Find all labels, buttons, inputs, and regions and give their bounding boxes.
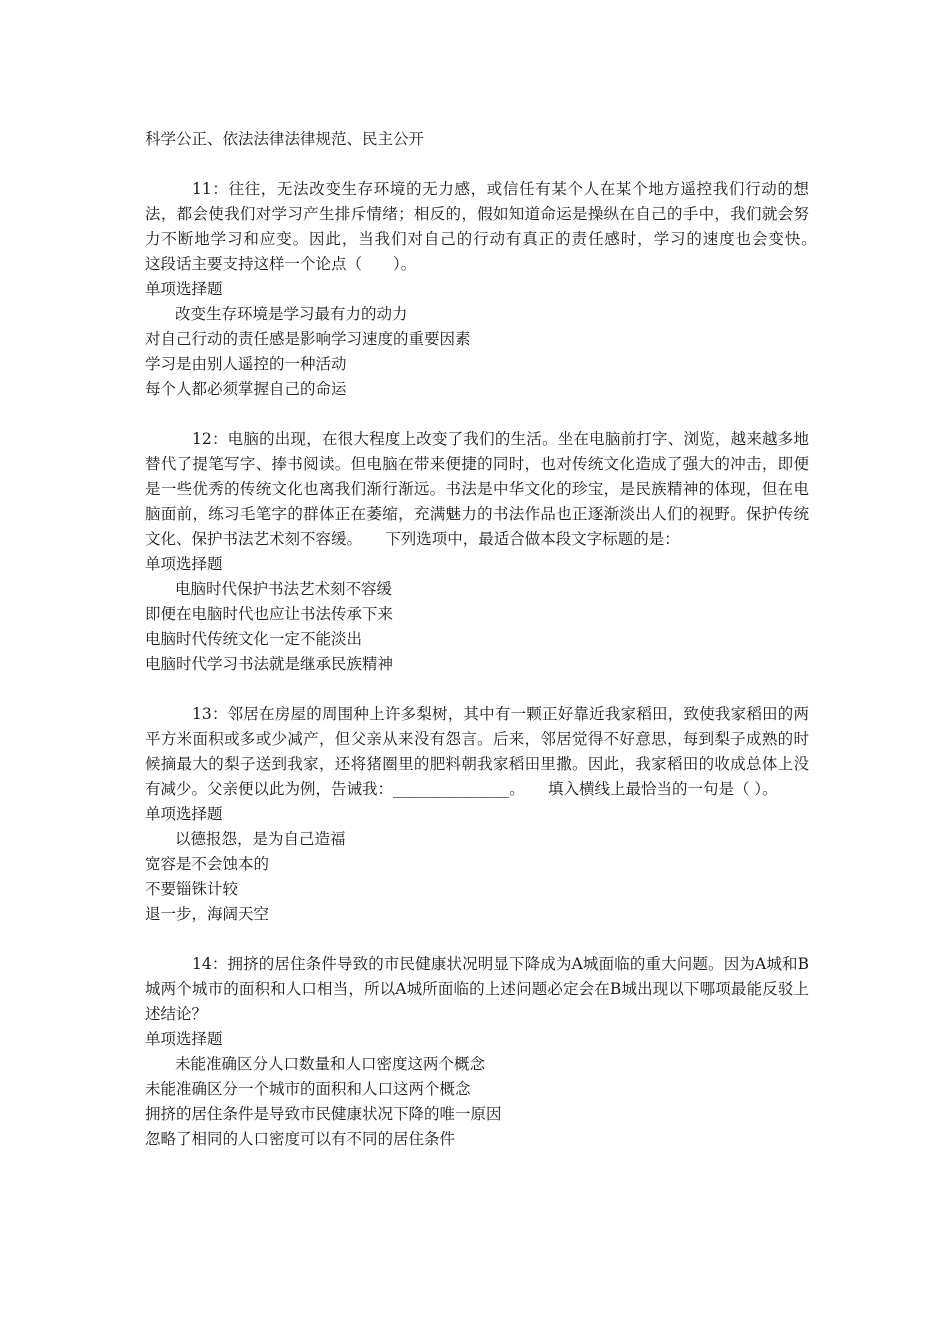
option-d[interactable]: 退一步，海阔天空 (145, 905, 270, 923)
option-c[interactable]: 拥挤的居住条件是导致市民健康状况下降的唯一原因 (145, 1105, 502, 1123)
option-c[interactable]: 电脑时代传统文化一定不能淡出 (145, 630, 363, 648)
option-a[interactable]: 电脑时代保护书法艺术刻不容缓 (175, 580, 393, 598)
question-type: 单项选择题 (145, 280, 223, 298)
document-page (145, 127, 841, 1152)
option-d[interactable]: 每个人都必须掌握自己的命运 (145, 380, 347, 398)
option-d[interactable]: 电脑时代学习书法就是继承民族精神 (145, 655, 394, 673)
option-d[interactable]: 忽略了相同的人口密度可以有不同的居住条件 (145, 1130, 456, 1148)
option-b[interactable]: 对自己行动的责任感是影响学习速度的重要因素 (145, 330, 471, 348)
question-type: 单项选择题 (145, 555, 223, 573)
question-13 (145, 702, 809, 927)
question-12 (145, 427, 809, 677)
option-b[interactable]: 即便在电脑时代也应让书法传承下来 (145, 605, 394, 623)
spacer (145, 402, 809, 427)
header-line: 科学公正、依法法律法律规范、民主公开 (145, 130, 425, 148)
spacer (145, 152, 809, 177)
question-11 (145, 177, 841, 402)
question-14 (145, 952, 809, 1152)
option-c[interactable]: 学习是由别人遥控的一种活动 (145, 355, 347, 373)
option-b[interactable]: 未能准确区分一个城市的面积和人口这两个概念 (145, 1080, 471, 1098)
question-type: 单项选择题 (145, 805, 223, 823)
question-stem: 12：电脑的出现，在很大程度上改变了我们的生活。坐在电脑前打字、浏览，越来越多地替代了提笔写字、捧书阅读。但电脑在带来便捷的同时，也对传统文化造成了强大的冲击，即便是一些优秀的传统文化也离我们渐行渐远。书法是中华文化的珍宝，是民族精神的体现，但在电脑面前，练习毛笔字的群体正在萎缩，充满魅力的书法作品也正逐渐淡出人们的视野。保护传统文化、保护书法艺术刻不容缓。 下列选项中，最适合做本段文字标题的是： (145, 430, 809, 548)
spacer (145, 677, 809, 702)
option-a[interactable]: 未能准确区分人口数量和人口密度这两个概念 (175, 1055, 486, 1073)
option-a[interactable]: 以德报怨，是为自己造福 (175, 830, 346, 848)
question-stem: 13：邻居在房屋的周围种上许多梨树，其中有一颗正好靠近我家稻田，致使我家稻田的两平方米面积或多或少减产，但父亲从来没有怨言。后来，邻居觉得不好意思，每到梨子成熟的时候摘最大的梨子送到我家，还将猪圈里的肥料朝我家稻田里撒。因此，我家稻田的收成总体上没有减少。父亲便以此为例，告诫我：_______________。 填入横线上最恰当的一句是（ ）。 (145, 705, 809, 798)
question-stem: 14：拥挤的居住条件导致的市民健康状况明显下降成为A城面临的重大问题。因为A城和B城两个城市的面积和人口相当，所以A城所面临的上述问题必定会在B城出现以下哪项最能反驳上述结论？ (145, 955, 809, 1023)
option-a[interactable]: 改变生存环境是学习最有力的动力 (175, 305, 408, 323)
question-type: 单项选择题 (145, 1030, 223, 1048)
option-c[interactable]: 不要锱铢计较 (145, 880, 239, 898)
option-b[interactable]: 宽容是不会蚀本的 (145, 855, 270, 873)
spacer (145, 927, 809, 952)
question-stem: 11：往往，无法改变生存环境的无力感，或信任有某个人在某个地方遥控我们行动的想法，都会使我们对学习产生排斥情绪；相反的，假如知道命运是操纵在自己的手中，我们就会努力不断地学习和应变。因此，当我们对自己的行动有真正的责任感时，学习的速度也会变快。 这段话主要支持这样一个论点（ ）。 (145, 180, 841, 273)
